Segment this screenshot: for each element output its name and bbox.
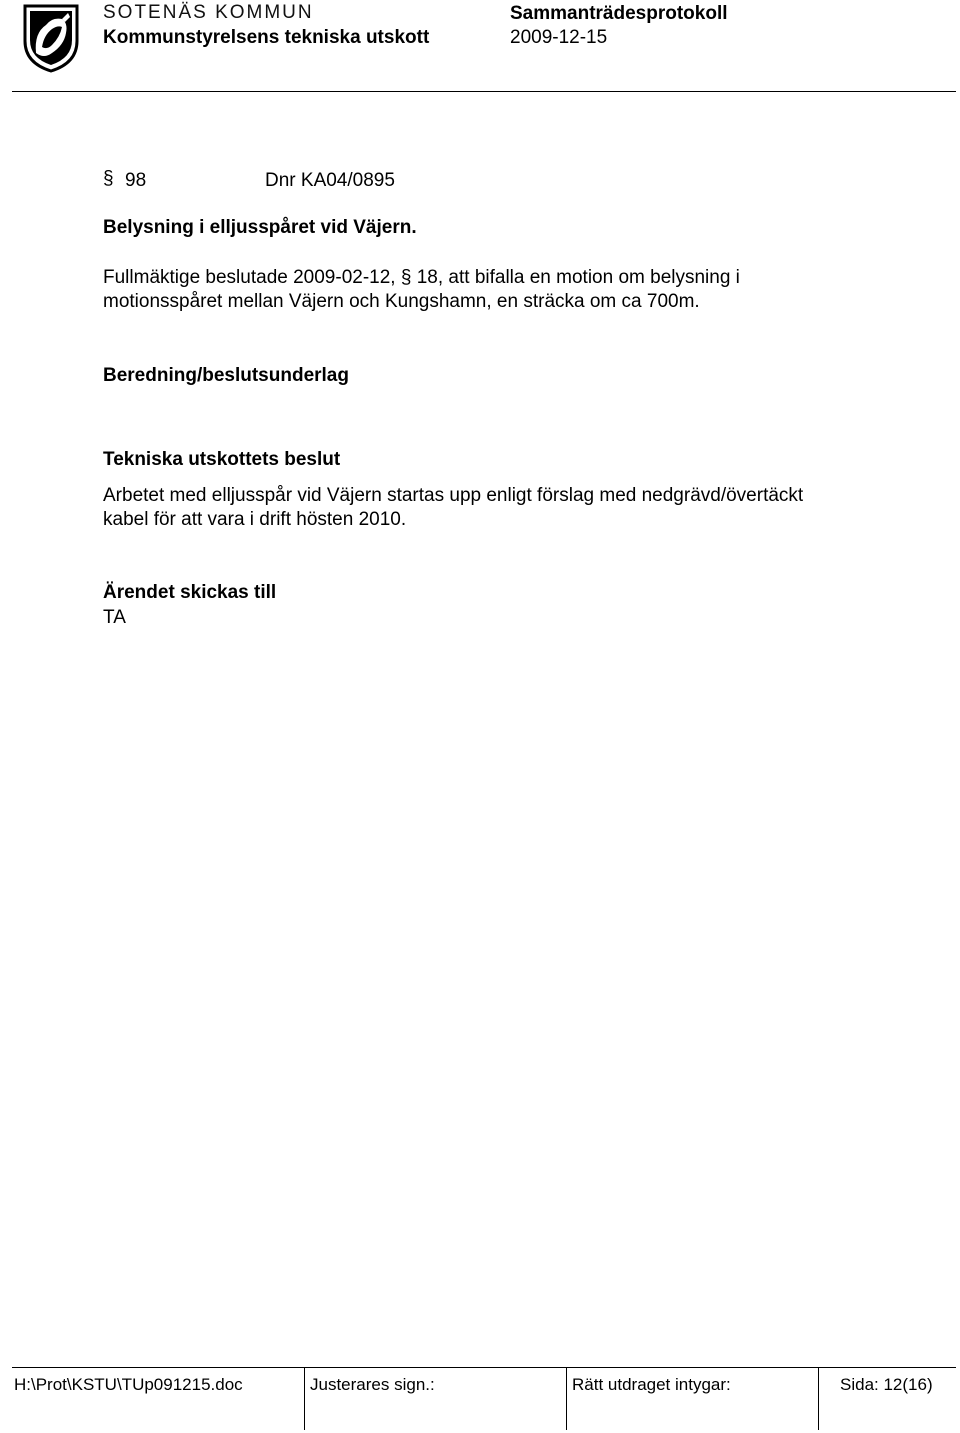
paragraph-number-value: 98 <box>125 170 147 191</box>
intro-line-1-part-b: 18, att bifalla en motion om belysning i <box>416 267 740 288</box>
footer-page-number: Sida: 12(16) <box>840 1375 933 1394</box>
footer-file-path: H:\Prot\KSTU\TUp091215.doc <box>14 1375 243 1394</box>
section-sign: § <box>103 168 114 189</box>
item-title: Belysning i elljusspåret vid Väjern. <box>103 217 417 238</box>
intro-paragraph <box>103 266 923 314</box>
footer-justerares: Justerares sign.: <box>310 1375 435 1394</box>
header-divider <box>12 91 956 92</box>
footer-intygar: Rätt utdraget intygar: <box>572 1375 731 1394</box>
skickas-value: TA <box>103 607 126 628</box>
footer-file-path-cell <box>12 1368 304 1430</box>
intro-line-2: motionsspåret mellan Väjern och Kungshamn, en sträcka om ca 700m. <box>103 291 700 312</box>
coat-of-arms-logo <box>22 3 80 73</box>
intro-line-1-part-a: Fullmäktige beslutade 2009-02-12, <box>103 267 396 288</box>
footer-page-cell <box>818 1368 956 1430</box>
beslut-line-2: kabel för att vara i drift hösten 2010. <box>103 509 407 530</box>
footer-justerares-cell <box>304 1368 566 1430</box>
intro-line-1 <box>103 266 923 290</box>
committee-name: Kommunstyrelsens tekniska utskott <box>103 27 430 48</box>
beredning-heading: Beredning/beslutsunderlag <box>103 365 349 386</box>
footer <box>12 1367 956 1430</box>
skickas-heading: Ärendet skickas till <box>103 582 277 603</box>
beslut-text <box>103 484 923 532</box>
diary-number: Dnr KA04/0895 <box>265 170 395 191</box>
footer-intygar-cell <box>566 1368 818 1430</box>
document-type: Sammanträdesprotokoll <box>510 3 728 24</box>
document-date: 2009-12-15 <box>510 27 608 48</box>
beslut-heading: Tekniska utskottets beslut <box>103 449 341 470</box>
beslut-line-1: Arbetet med elljusspår vid Väjern startas upp enligt förslag med nedgrävd/övertäckt <box>103 485 804 506</box>
organization-name: SOTENÄS KOMMUN <box>103 2 314 23</box>
intro-section-sign: § <box>400 267 412 288</box>
